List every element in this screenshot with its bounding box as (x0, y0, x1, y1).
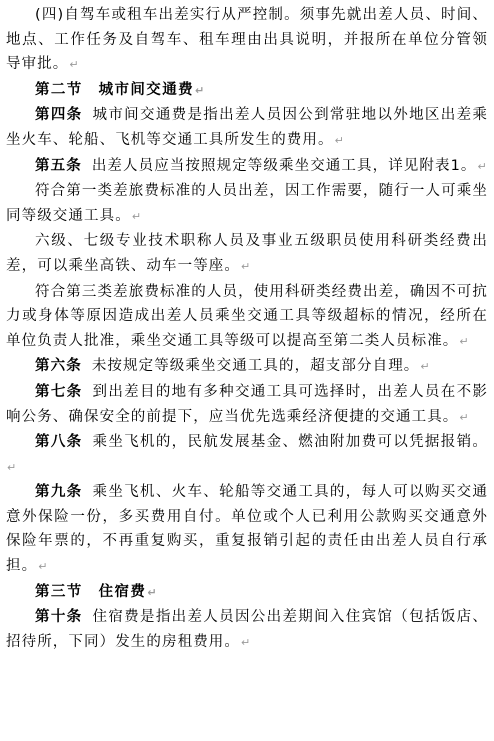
paragraph-mark: ↵ (459, 334, 469, 348)
article-text: 住宿费是指出差人员因公出差期间入住宾馆（包括饭店、招待所，下同）发生的房租费用。 (6, 609, 488, 650)
paragraph-mark: ↵ (241, 259, 251, 273)
section-heading-intercity-transport (6, 78, 488, 104)
paragraph-mark: ↵ (38, 560, 48, 574)
paragraph-mark: ↵ (131, 209, 142, 223)
paragraph-text: 符合第三类差旅费标准的人员，使用科研类经费出差，确因不可抗力或身体等原因造成出差人员乘坐交通工具等级超标的情况，经所在单位负责人批准，乘坐交通工具等级可以提高至第二类人员标准。 (6, 283, 488, 349)
paragraph-class-one-companion (6, 179, 488, 229)
article-number: 第八条 (35, 434, 83, 451)
article-text: 出差人员应当按照规定等级乘坐交通工具，详见附表1。 (91, 157, 477, 174)
paragraph-research-first-class (6, 229, 488, 279)
article-text: 乘坐飞机的，民航发展基金、燃油附加费可以凭据报销。 (92, 434, 488, 451)
article-6 (6, 354, 488, 380)
paragraph-mark: ↵ (147, 585, 157, 599)
article-text: 未按规定等级乘坐交通工具的，超支部分自理。 (91, 358, 420, 375)
paragraph-mark: ↵ (69, 58, 79, 72)
article-text: 到出差目的地有多种交通工具可选择时，出差人员在不影响公务、确保安全的前提下，应当优先选乘经济便捷的交通工具。 (6, 383, 488, 425)
paragraph-mark: ↵ (459, 410, 469, 424)
article-number: 第十条 (35, 609, 83, 626)
article-number: 第四条 (35, 107, 83, 124)
paragraph-mark: ↵ (420, 360, 430, 374)
article-text: 乘坐飞机、火车、轮船等交通工具的，每人可以购买交通意外保险一份，多买费用自付。单位或个人已利用公款购买交通意外保险年票的，不再重复购买，重复报销引起的责任由出差人员自行承担。 (6, 484, 488, 575)
paragraph-mark: ↵ (334, 133, 344, 147)
article-7 (6, 380, 488, 430)
article-number: 第九条 (35, 484, 83, 501)
section-heading-text: 第二节 城市间交通费 (35, 81, 194, 98)
article-8 (6, 430, 488, 480)
paragraph-class-three-upgrade (6, 280, 488, 355)
article-10 (6, 605, 488, 655)
article-5 (6, 154, 488, 180)
paragraph-mark: ↵ (477, 159, 487, 173)
article-9 (6, 480, 488, 579)
article-4 (6, 103, 488, 153)
paragraph-mark: ↵ (195, 83, 205, 97)
paragraph-text: 符合第一类差旅费标准的人员出差，因工作需要，随行一人可乘坐同等级交通工具。 (6, 183, 488, 224)
paragraph-text: 六级、七级专业技术职称人员及事业五级职员使用科研类经费出差，可以乘坐高铁、动车一等座。 (6, 233, 488, 274)
paragraph-mark: ↵ (7, 460, 17, 474)
article-number: 第五条 (35, 157, 82, 174)
paragraph-self-drive-rule (6, 3, 488, 78)
article-number: 第六条 (35, 358, 82, 375)
section-heading-text: 第三节 住宿费 (35, 583, 147, 600)
article-text: 城市间交通费是指出差人员因公到常驻地以外地区出差乘坐火车、轮船、飞机等交通工具所发生的费用。 (6, 107, 488, 148)
paragraph-text: (四)自驾车或租车出差实行从严控制。须事先就出差人员、时间、地点、工作任务及自驾车、租车理由出具说明，并报所在单位分管领导审批。 (6, 7, 488, 73)
paragraph-mark: ↵ (241, 635, 251, 649)
article-number: 第七条 (35, 383, 83, 400)
section-heading-accommodation (6, 580, 488, 606)
